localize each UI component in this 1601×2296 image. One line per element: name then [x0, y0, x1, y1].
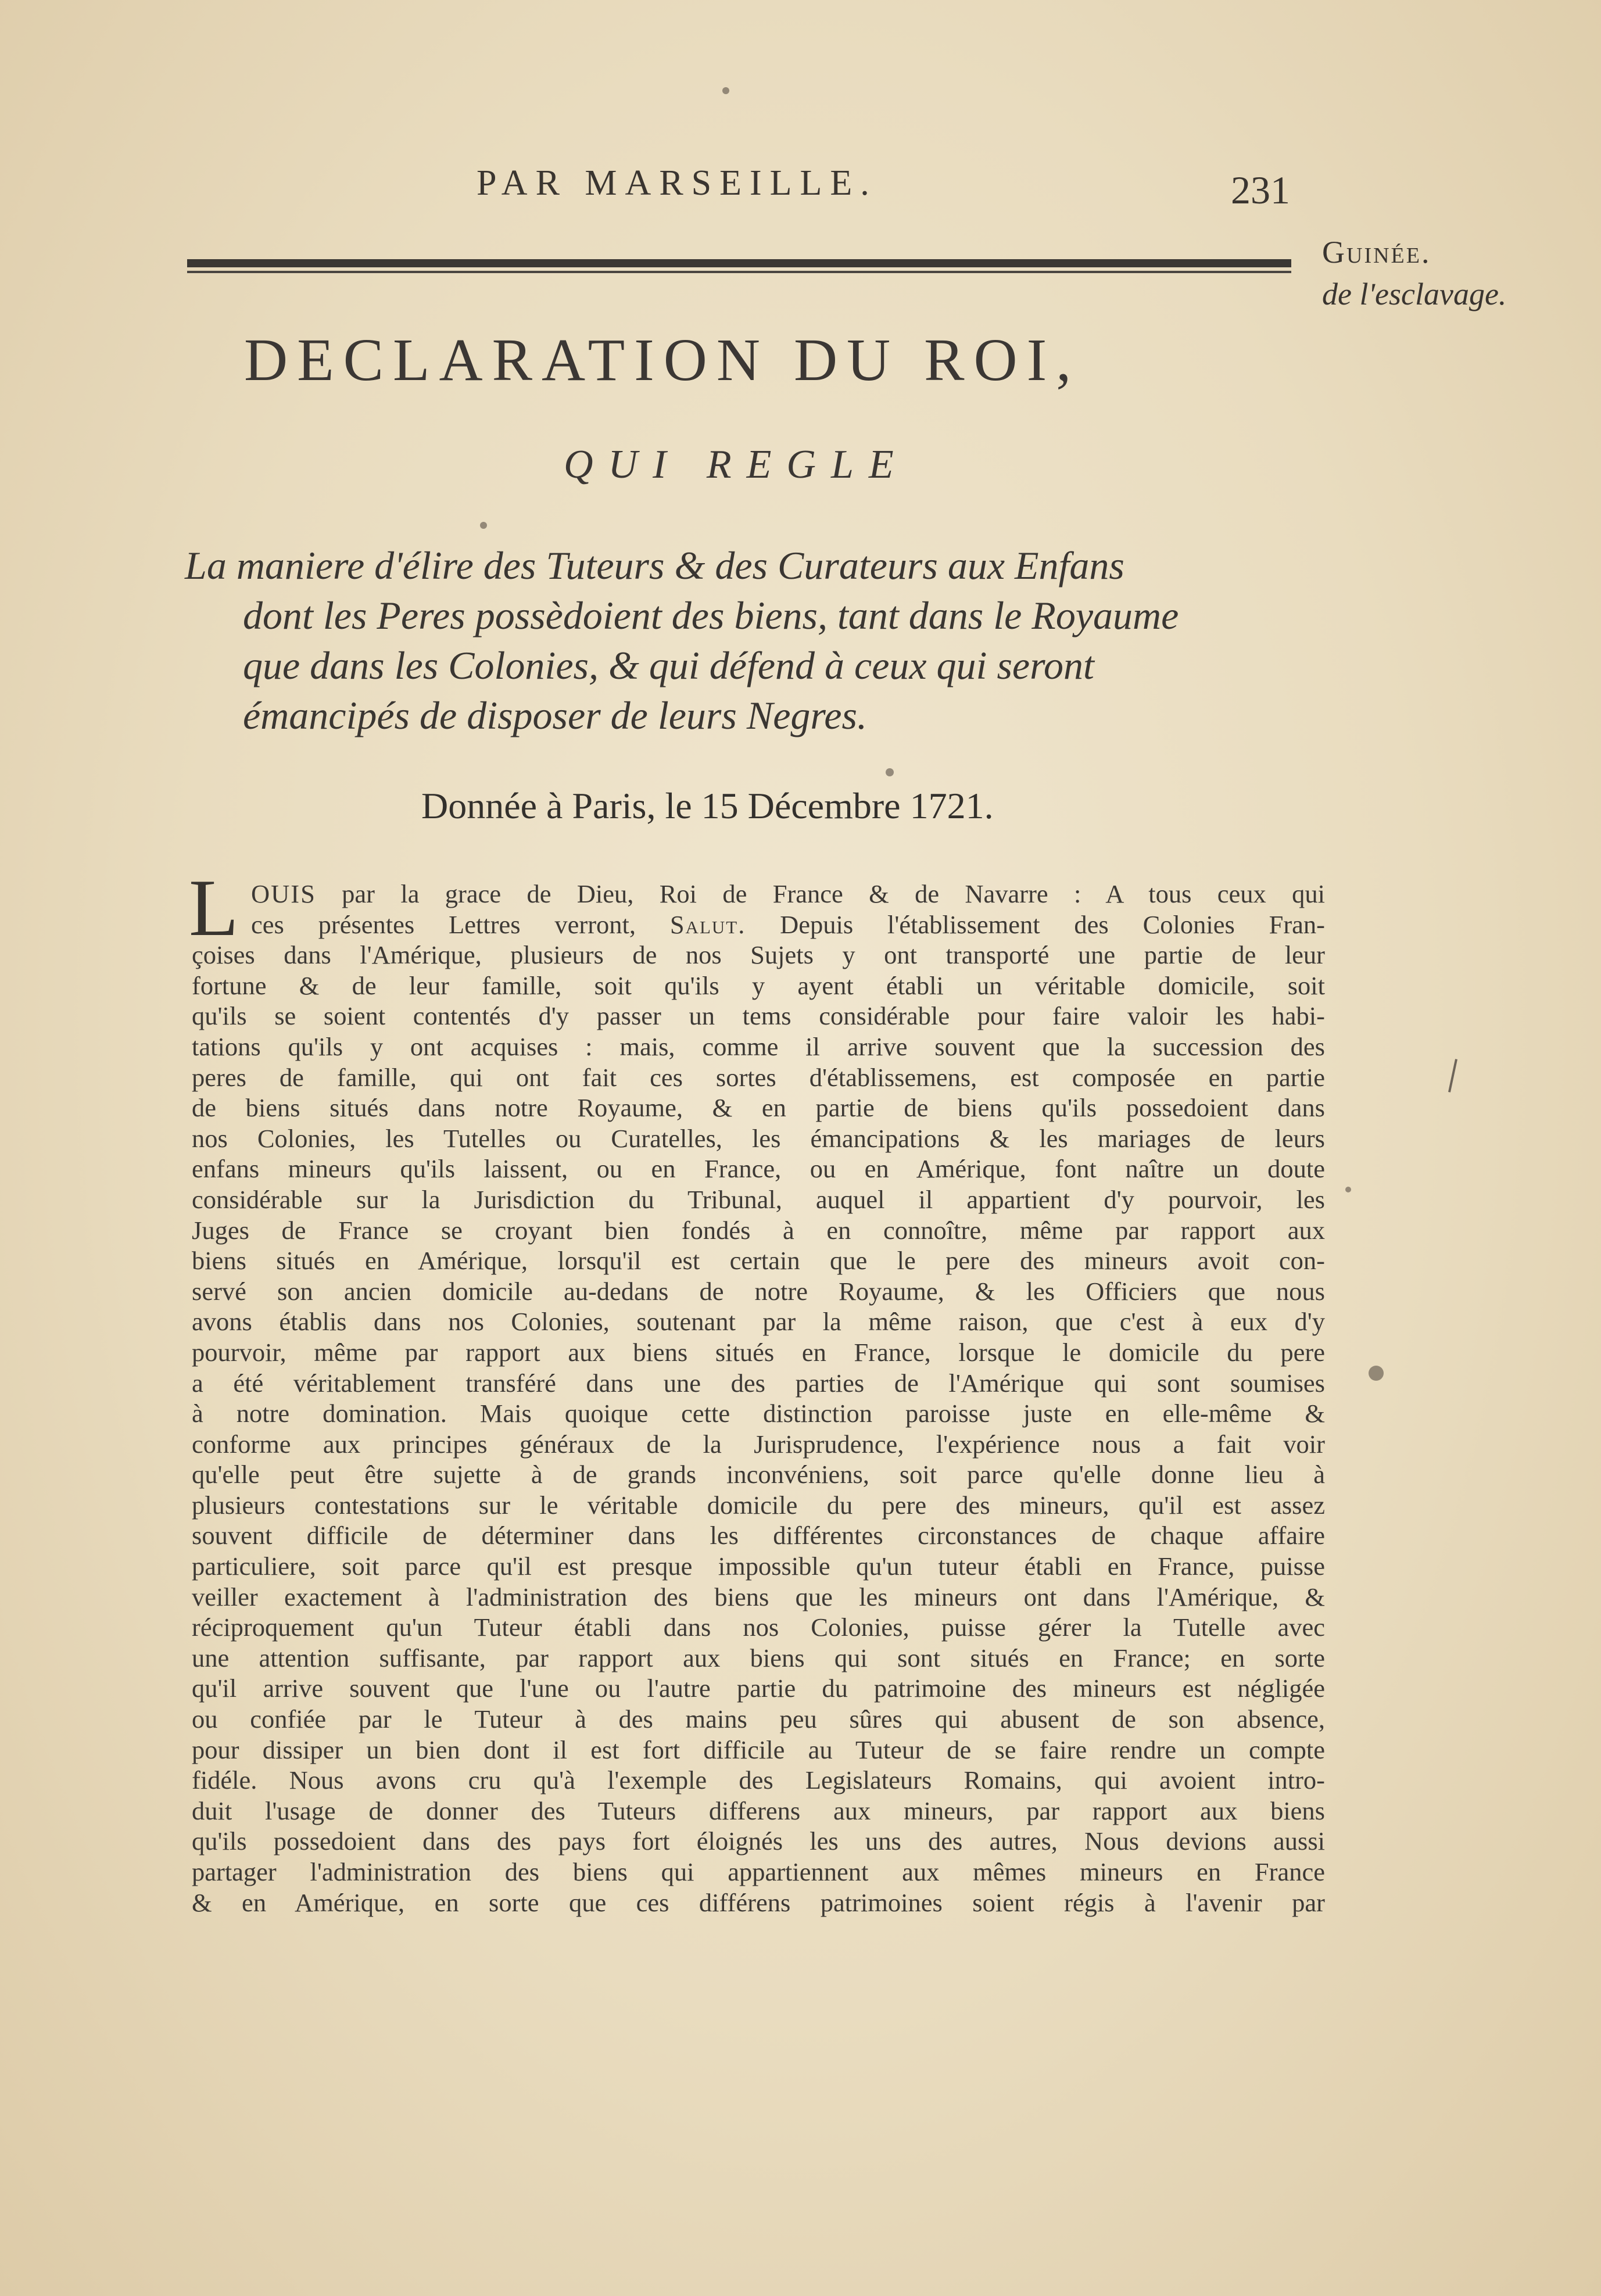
body-line: qu'il arrive souvent que l'une ou l'autre partie du patrimoine des mineurs est négligée — [192, 1674, 1325, 1703]
body-line: nos Colonies, les Tutelles ou Curatelles, les émancipations & les mariages de leurs — [192, 1123, 1325, 1153]
margin-note-line-1: Guinée. — [1322, 235, 1431, 270]
margin-note-line-2: de l'esclavage. — [1322, 277, 1507, 311]
body-line: de biens situés dans notre Royaume, & en partie de biens qu'ils possedoient dans — [192, 1093, 1325, 1123]
body-line: une attention suffisante, par rapport aux biens qui sont situés en France; en sorte — [192, 1643, 1325, 1672]
body-line-2-before: ces présentes Lettres verront, — [251, 909, 670, 939]
declaration-subtitle: QUI REGLE — [564, 442, 909, 487]
body-line: pour dissiper un bien dont il est fort difficile au Tuteur de se faire rendre un compte — [192, 1735, 1325, 1764]
body-line: Juges de France se croyant bien fondés à en connoître, même par rapport aux — [192, 1215, 1325, 1245]
summary-line: émancipés de disposer de leurs Negres. — [243, 693, 867, 737]
summary-line: dont les Peres possèdoient des biens, tant dans le Royaume — [243, 593, 1179, 637]
body-line: duit l'usage de donner des Tuteurs differens aux mineurs, par rapport aux biens — [192, 1796, 1325, 1825]
body-line-2-after: Depuis l'établissement des Colonies Fran- — [746, 909, 1325, 939]
body-paragraph — [192, 879, 1325, 1918]
summary-line: que dans les Colonies, & qui défend à ceux qui seront — [243, 643, 1094, 687]
body-line: réciproquement qu'un Tuteur établi dans nos Colonies, puisse gérer la Tutelle avec — [192, 1613, 1325, 1642]
body-line: partager l'administration des biens qui appartiennent aux mêmes mineurs en France — [192, 1857, 1325, 1886]
body-line: particuliere, soit parce qu'il est presque impossible qu'un tuteur établi en France, puisse — [192, 1552, 1325, 1581]
date-line: Donnée à Paris, le 15 Décembre 1721. — [421, 785, 994, 826]
body-line: fidéle. Nous avons cru qu'à l'exemple des Legislateurs Romains, qui avoient intro- — [192, 1765, 1325, 1795]
ink-speck — [1369, 1366, 1384, 1381]
body-line: pourvoir, même par rapport aux biens situés en France, lorsque le domicile du pere — [192, 1337, 1325, 1367]
body-line: enfans mineurs qu'ils laissent, ou en France, ou en Amérique, font naître un doute — [192, 1154, 1325, 1184]
body-line: tations qu'ils y ont acquises : mais, comme il arrive souvent que la succession des — [192, 1031, 1325, 1061]
summary-paragraph — [185, 540, 1324, 740]
body-line-1-rest: par la grace de Dieu, Roi de France & de Navarre : A tous ceux qui — [316, 879, 1325, 908]
ink-speck — [886, 768, 894, 776]
body-line: çoises dans l'Amérique, plusieurs de nos Sujets y ont transporté une partie de leur — [192, 940, 1325, 970]
body-line: servé son ancien domicile au-dedans de notre Royaume, & les Officiers que nous — [192, 1276, 1325, 1306]
body-line: considérable sur la Jurisdiction du Tribunal, auquel il appartient d'y pourvoir, les — [192, 1184, 1325, 1214]
body-line: conforme aux principes généraux de la Jurisprudence, l'expérience nous a fait voir — [192, 1429, 1325, 1459]
header-rule-thick — [187, 259, 1291, 267]
body-line: ou confiée par le Tuteur à des mains peu sûres qui abusent de son absence, — [192, 1704, 1325, 1734]
body-line: peres de famille, qui ont fait ces sortes d'établissemens, est composée en partie — [192, 1062, 1325, 1092]
header-rule-thin — [187, 271, 1291, 273]
ink-speck — [1345, 1187, 1351, 1192]
salut-word: Salut. — [669, 909, 746, 939]
body-line — [192, 909, 1325, 940]
pencil-mark — [1448, 1059, 1457, 1093]
body-line: fortune & de leur famille, soit qu'ils y ayent établi un véritable domicile, soit — [192, 970, 1325, 1000]
summary-line: La maniere d'élire des Tuteurs & des Curateurs aux Enfans — [185, 543, 1124, 588]
body-line: à notre domination. Mais quoique cette distinction paroisse juste en elle-même & — [192, 1399, 1325, 1428]
body-line: plusieurs contestations sur le véritable domicile du pere des mineurs, qu'il est assez — [192, 1490, 1325, 1520]
body-line: qu'ils possedoient dans des pays fort éloignés les uns des autres, Nous devions aussi — [192, 1826, 1325, 1856]
body-line: avons établis dans nos Colonies, soutenant par la même raison, que c'est à eux d'y — [192, 1307, 1325, 1337]
body-line: a été véritablement transféré dans une des parties de l'Amérique qui sont soumises — [192, 1368, 1325, 1398]
body-line: souvent difficile de déterminer dans les différentes circonstances de chaque affaire — [192, 1521, 1325, 1550]
body-line — [192, 879, 1325, 909]
running-head: PAR MARSEILLE. — [477, 163, 877, 203]
ink-speck — [722, 87, 729, 94]
body-line: veiller exactement à l'administration des biens que les mineurs ont dans l'Amérique, & — [192, 1582, 1325, 1611]
page-number: 231 — [1231, 168, 1290, 212]
opening-word: OUIS — [251, 879, 316, 908]
body-line: qu'ils se soient contentés d'y passer un tems considérable pour faire valoir les habi- — [192, 1001, 1325, 1031]
declaration-title: DECLARATION DU ROI, — [244, 327, 1081, 393]
ink-speck — [480, 522, 487, 529]
body-line: & en Amérique, en sorte que ces différens patrimoines soient régis à l'avenir par — [192, 1887, 1325, 1917]
body-line: biens situés en Amérique, lorsqu'il est certain que le pere des mineurs avoit con- — [192, 1246, 1325, 1276]
body-line: qu'elle peut être sujette à de grands inconvéniens, soit parce qu'elle donne lieu à — [192, 1460, 1325, 1489]
margin-note — [1322, 231, 1508, 315]
drop-cap: L — [189, 863, 239, 953]
